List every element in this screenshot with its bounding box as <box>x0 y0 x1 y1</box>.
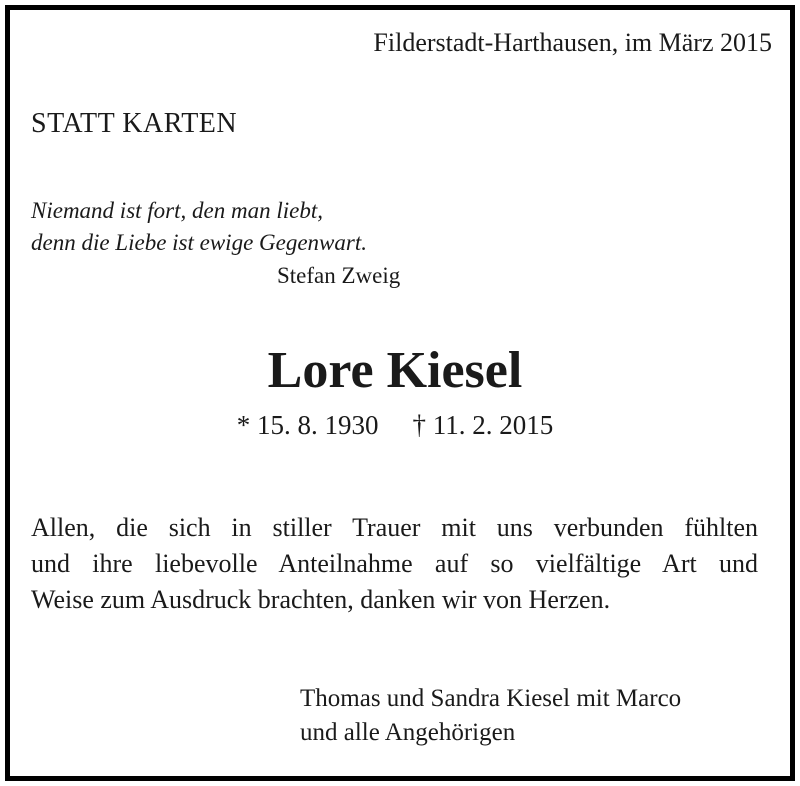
signature-line-2: und alle Angehörigen <box>300 719 516 746</box>
signature-line-1: Thomas und Sandra Kiesel mit Marco <box>300 685 682 712</box>
life-dates <box>0 410 790 441</box>
place-date: Filderstadt-Harthausen, im März 2015 <box>373 28 772 57</box>
quote-line-2: denn die Liebe ist ewige Gegenwart. <box>31 230 367 255</box>
birth-date: * 15. 8. 1930 <box>236 410 379 440</box>
death-date: † 11. 2. 2015 <box>412 410 554 440</box>
message-line-2: und ihre liebevolle Anteilnahme auf so vielfältige Art und <box>31 549 758 578</box>
thank-you-message <box>31 510 758 618</box>
signature <box>300 682 681 750</box>
quote-line-1: Niemand ist fort, den man liebt, <box>31 198 323 223</box>
quote <box>31 195 367 259</box>
message-line-1: Allen, die sich in stiller Trauer mit uns verbunden fühlten <box>31 513 758 542</box>
deceased-name: Lore Kiesel <box>267 342 523 399</box>
quote-author: Stefan Zweig <box>277 263 401 288</box>
message-line-3: Weise zum Ausdruck brachten, danken wir von Herzen. <box>31 585 611 614</box>
statt-karten-heading: STATT KARTEN <box>31 108 238 139</box>
